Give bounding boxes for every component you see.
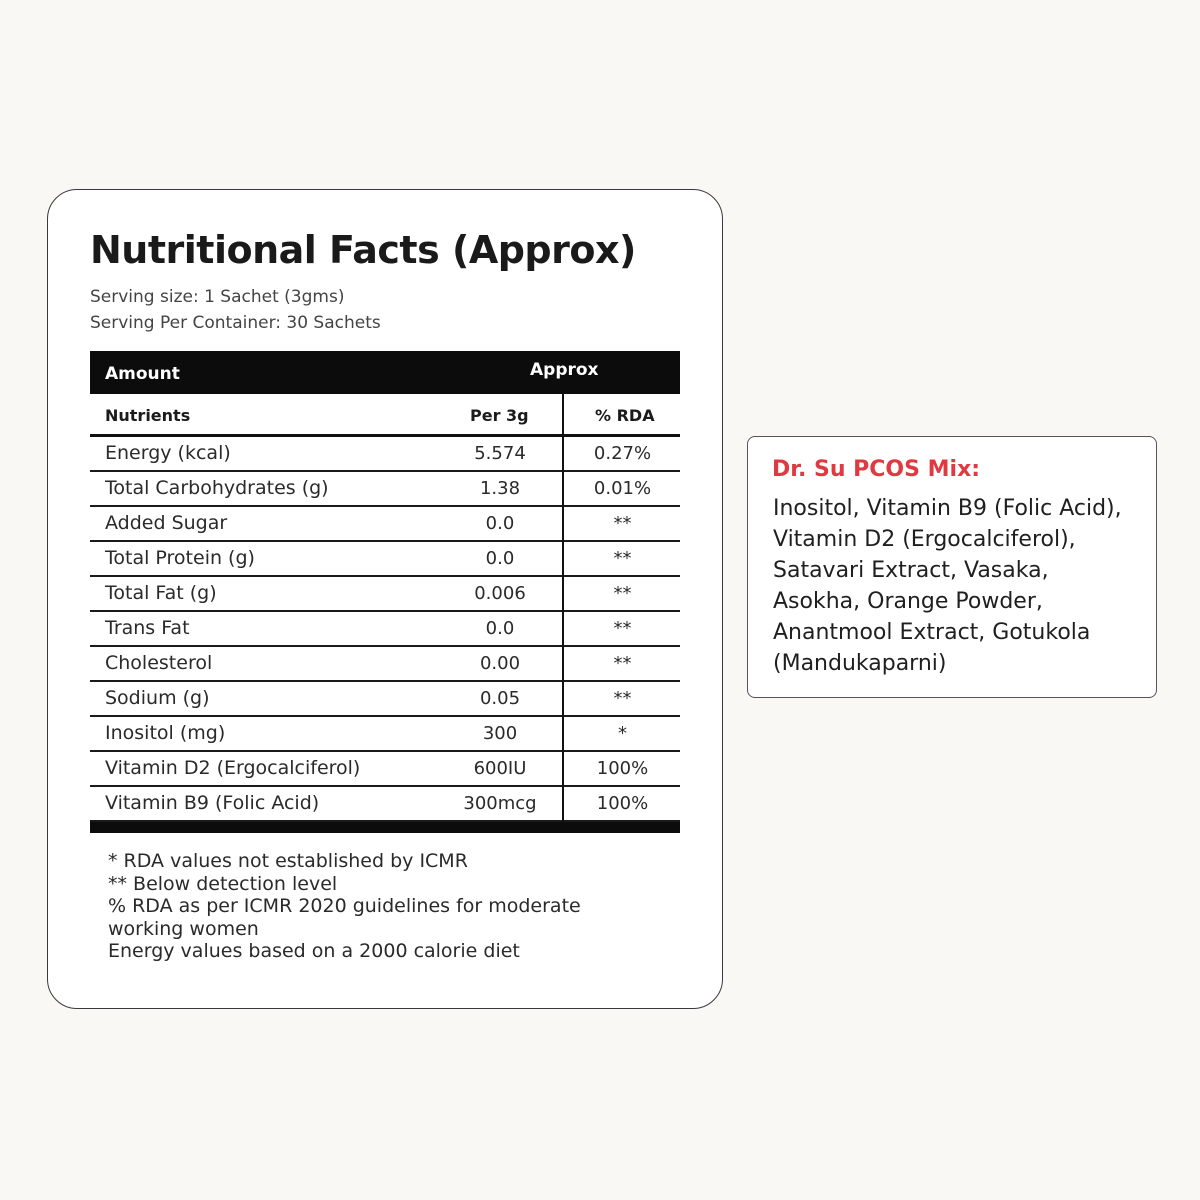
table-row: [90, 507, 680, 542]
nutrient-name: Inositol (mg): [105, 722, 226, 744]
table-row: [90, 542, 680, 577]
ingredients-title: Dr. Su PCOS Mix:: [772, 457, 981, 482]
rda-value: **: [613, 583, 632, 604]
ingredients-line: Anantmool Extract, Gotukola: [773, 620, 1091, 645]
nutrient-name: Total Fat (g): [105, 582, 217, 604]
nutrient-name: Energy (kcal): [105, 442, 231, 464]
per-serving-value: 0.05: [479, 688, 521, 709]
table-body: [90, 437, 680, 822]
per-serving-value: 0.0: [485, 513, 515, 534]
ingredients-line: Inositol, Vitamin B9 (Folic Acid),: [773, 496, 1122, 521]
rda-value: **: [613, 513, 632, 534]
table-bottom-bar: [90, 822, 680, 833]
table-header: [90, 351, 680, 394]
nutrition-facts-card: [47, 189, 723, 1009]
table-row: [90, 752, 680, 787]
table-row: [90, 682, 680, 717]
nutrient-name: Vitamin D2 (Ergocalciferol): [105, 757, 361, 779]
footnote: ** Below detection level: [108, 872, 338, 895]
ingredients-list: [773, 493, 1153, 679]
per-serving-value: 5.574: [474, 443, 526, 464]
nutrient-name: Added Sugar: [105, 512, 228, 534]
nutrition-title: Nutritional Facts (Approx): [90, 228, 636, 272]
rda-value: 0.01%: [593, 478, 652, 499]
nutrition-table: [90, 351, 680, 833]
table-subheader: [90, 394, 680, 437]
rda-value: **: [613, 653, 632, 674]
ingredients-line: (Mandukaparni): [773, 651, 947, 676]
per-serving-value: 0.0: [485, 618, 515, 639]
table-row: [90, 647, 680, 682]
per-serving-value: 600IU: [473, 758, 527, 779]
nutrient-name: Trans Fat: [105, 617, 190, 639]
per-serving-value: 300: [482, 723, 518, 744]
ingredients-line: Asokha, Orange Powder,: [773, 589, 1043, 614]
serving-size: Serving size: 1 Sachet (3gms): [90, 287, 345, 307]
table-row: [90, 577, 680, 612]
footnotes: [108, 850, 581, 963]
footnote: Energy values based on a 2000 calorie diet: [108, 940, 520, 962]
rda-value: 100%: [596, 758, 649, 779]
footnote: working women: [108, 917, 259, 940]
subheader-per: Per 3g: [470, 406, 529, 425]
header-approx: Approx: [530, 360, 599, 380]
column-divider: [562, 437, 564, 822]
footnote: * RDA values not established by ICMR: [108, 850, 468, 872]
nutrient-name: Cholesterol: [105, 652, 213, 674]
per-serving-value: 0.006: [474, 583, 526, 604]
subheader-nutrients: Nutrients: [105, 406, 191, 425]
rda-value: **: [613, 688, 632, 709]
header-amount: Amount: [105, 364, 180, 384]
table-row: [90, 717, 680, 752]
rda-value: **: [613, 618, 632, 639]
rda-value: 0.27%: [593, 443, 652, 464]
ingredients-line: Vitamin D2 (Ergocalciferol),: [773, 527, 1076, 552]
rda-value: *: [618, 723, 627, 744]
nutrient-name: Vitamin B9 (Folic Acid): [105, 792, 320, 814]
nutrient-name: Total Protein (g): [105, 547, 255, 569]
nutrient-name: Total Carbohydrates (g): [105, 477, 329, 499]
table-row: [90, 787, 680, 822]
table-row: [90, 437, 680, 472]
nutrient-name: Sodium (g): [105, 687, 210, 709]
footnote: % RDA as per ICMR 2020 guidelines for moderate: [108, 895, 581, 917]
ingredients-line: Satavari Extract, Vasaka,: [773, 558, 1049, 583]
per-serving-value: 0.00: [479, 653, 521, 674]
subheader-rda: % RDA: [595, 406, 655, 425]
table-row: [90, 472, 680, 507]
per-serving-value: 0.0: [485, 548, 515, 569]
ingredients-card: [747, 436, 1157, 698]
table-row: [90, 612, 680, 647]
rda-value: 100%: [596, 793, 649, 814]
rda-value: **: [613, 548, 632, 569]
per-serving-value: 1.38: [479, 478, 521, 499]
column-divider-top: [562, 394, 564, 434]
servings-per-container: Serving Per Container: 30 Sachets: [90, 313, 381, 333]
per-serving-value: 300mcg: [463, 793, 537, 814]
